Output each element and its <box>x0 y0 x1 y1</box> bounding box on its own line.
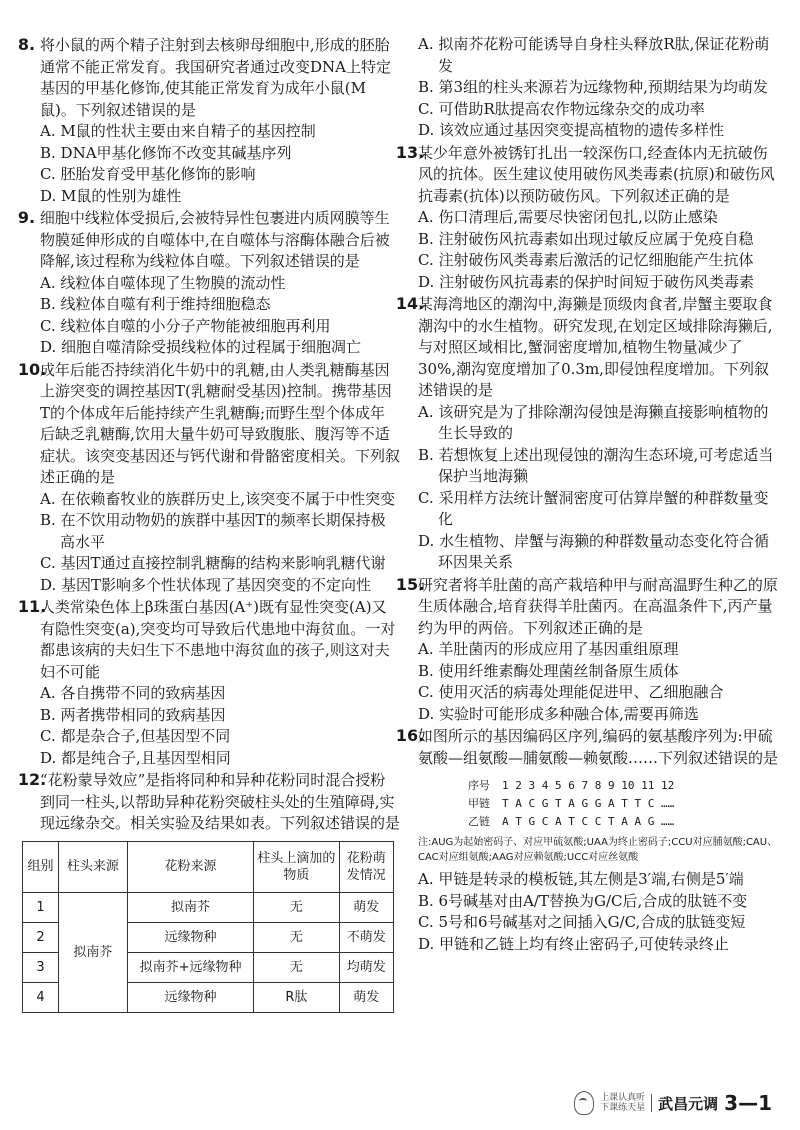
question-stem: 13.某少年意外被锈钉扎出一较深伤口,经查体内无抗破伤风的抗体。医生建议使用破伤风类毒素(抗原)和破伤风抗毒素(抗体)以预防破伤风。下列叙述正确的是 <box>395 142 775 205</box>
table-header: 柱头来源 <box>58 841 127 892</box>
footer-brand: 武昌元调 <box>658 1094 719 1113</box>
table-cell: 均萌发 <box>339 952 393 982</box>
left-column <box>17 34 401 1013</box>
option-a: A. 伤口清理后,需要尽快密闭包扎,以防止感染 <box>418 208 718 226</box>
option-d: D. 水生植物、岸蟹与海獭的种群数量动态变化符合循环因果关系 <box>418 531 770 571</box>
question-stem: 10.成年后能否持续消化牛奶中的乳糖,由人类乳糖酶基因上游突变的调控基因T(乳糖耐受基因)控制。携带基因T的个体成年后能持续产生乳糖酶;而野生型个体成年后缺乏乳糖酶,饮用大量牛奶可导致腹胀、腹泻等不适症状。该突变基因还与钙代谢和骨骼密度相关。下列叙述正确的是 <box>17 359 401 486</box>
question-10 <box>17 359 401 597</box>
option-b: B. 两者携带相同的致病基因 <box>40 705 226 724</box>
option-c: C. 5号和6号碱基对之间插入G/C,合成的肽链变短 <box>418 913 746 931</box>
option-b: B. DNA甲基化修饰不改变其碱基序列 <box>40 143 292 162</box>
table-cell: 2 <box>23 922 59 952</box>
option-a: A. 各自携带不同的致病基因 <box>40 684 226 702</box>
table-cell: 拟南芥 <box>127 892 253 922</box>
option-a: A. 在依赖畜牧业的族群历史上,该突变不属于中性突变 <box>40 489 396 508</box>
question-stem: 14.某海湾地区的潮沟中,海獭是顶级肉食者,岸蟹主要取食潮沟中的水生植物。研究发现,在划定区域排除海獭后,与对照区域相比,蟹洞密度增加,植物生物量减少了30%,潮沟宽度增加了0.3m,即侵蚀程度增加。下列叙述错误的是 <box>395 294 773 399</box>
question-number: 13. <box>395 142 425 162</box>
question-12-options <box>418 34 778 142</box>
table-cell: 无 <box>254 952 339 982</box>
option-a: A. 甲链是转录的模板链,其左侧是3′端,右侧是5′端 <box>418 870 744 888</box>
option-c: C. 注射破伤风类毒素后激活的记忆细胞能产生抗体 <box>418 251 754 269</box>
option-c: C. 胚胎发育受甲基化修饰的影响 <box>40 165 256 183</box>
table-cell: 拟南芥 <box>58 892 127 1012</box>
option-d: D. 甲链和乙链上均有终止密码子,可使转录终止 <box>418 934 729 953</box>
option-a: A. 羊肚菌丙的形成应用了基因重组原理 <box>418 640 679 658</box>
question-number: 12. <box>17 770 47 789</box>
experiment-table <box>22 841 394 1013</box>
sequence-chain-1: 甲链 T A C G T A G G A T T C …… <box>468 797 675 810</box>
table-cell: R肽 <box>254 982 339 1012</box>
option-b: B. 注射破伤风抗毒素如出现过敏反应属于免疫自稳 <box>418 229 754 248</box>
footer-slogan: 上课认真听 下课练天星 <box>600 1093 646 1113</box>
question-8 <box>17 34 400 207</box>
question-15 <box>395 574 778 726</box>
option-b: B. 若想恢复上述出现侵蚀的潮沟生态环境,可考虑适当保护当地海獭 <box>418 445 774 485</box>
question-16 <box>395 725 779 955</box>
footer-divider <box>651 1094 652 1112</box>
question-stem: 8. 将小鼠的两个精子注射到去核卵母细胞中,形成的胚胎通常不能正常发育。我国研究者通过改变DNA上特定基因的甲基化修饰,使其能正常发育为成年小鼠(M鼠)。下列叙述错误的是 <box>17 35 391 119</box>
table-header: 花粉来源 <box>127 841 253 892</box>
table-header-row <box>23 841 394 892</box>
table-row <box>23 892 394 922</box>
table-cell: 4 <box>23 982 59 1012</box>
table-cell: 无 <box>254 922 339 952</box>
option-a: A. 该研究是为了排除潮沟侵蚀是海獭直接影响植物的生长导致的 <box>418 402 769 442</box>
option-d: D. M鼠的性别为雄性 <box>40 186 182 205</box>
option-b: B. 第3组的柱头来源若为远缘物种,预期结果为均萌发 <box>418 78 768 96</box>
option-c: C. 线粒体自噬的小分子产物能被细胞再利用 <box>40 316 331 335</box>
question-stem: 16.如图所示的基因编码区序列,编码的氨基酸序列为:甲硫氨酸—组氨酸—脯氨酸—赖氨酸……下列叙述错误的是 <box>395 726 779 767</box>
table-cell: 萌发 <box>339 982 393 1012</box>
option-c: C. 使用灭活的病毒处理能促进甲、乙细胞融合 <box>418 683 724 701</box>
option-b: B. 在不饮用动物奶的族群中基因T的频率长期保持极高水平 <box>40 511 386 551</box>
page-number: 3—1 <box>724 1091 772 1115</box>
question-number: 9. <box>17 208 36 227</box>
option-d: D. 基因T影响多个性状体现了基因突变的不定向性 <box>40 575 372 594</box>
table-cell: 拟南芥+远缘物种 <box>127 952 253 982</box>
question-stem: 12.“花粉蒙导效应”是指将同种和异种花粉同时混合授粉到同一柱头,以帮助异种花粉突破柱头处的生殖障碍,实现远缘杂交。相关实验及结果如表。下列叙述错误的是 <box>17 770 401 832</box>
table-header: 花粉萌发情况 <box>339 841 393 892</box>
option-d: D. 都是纯合子,且基因型相同 <box>40 748 231 767</box>
option-c: C. 都是杂合子,但基因型不同 <box>40 727 231 745</box>
table-cell: 远缘物种 <box>127 922 253 952</box>
option-c: C. 可借助R肽提高农作物远缘杂交的成功率 <box>418 99 705 118</box>
table-header: 组别 <box>23 841 59 892</box>
option-d: D. 该效应通过基因突变提高植物的遗传多样性 <box>418 121 725 139</box>
option-d: D. 细胞自噬清除受损线粒体的过程属于细胞凋亡 <box>40 338 362 356</box>
question-number: 16. <box>395 726 425 745</box>
question-12 <box>17 769 401 1013</box>
option-a: A. 线粒体自噬体现了生物膜的流动性 <box>40 273 286 292</box>
question-number: 10. <box>17 359 47 379</box>
option-a: A. M鼠的性状主要由来自精子的基因控制 <box>40 122 316 140</box>
option-c: C. 采用样方法统计蟹洞密度可估算岸蟹的种群数量变化 <box>418 488 769 528</box>
option-d: D. 实验时可能形成多种融合体,需要再筛选 <box>418 704 699 723</box>
mascot-icon <box>574 1091 594 1115</box>
sequence-index-row: 序号 1 2 3 4 5 6 7 8 9 10 11 12 <box>468 779 675 792</box>
table-cell: 不萌发 <box>339 922 393 952</box>
question-9 <box>17 207 400 359</box>
table-cell: 远缘物种 <box>127 982 253 1012</box>
table-cell: 萌发 <box>339 892 393 922</box>
sequence-chain-2: 乙链 A T G C A T C C T A A G …… <box>468 815 675 828</box>
question-number: 11. <box>17 597 47 616</box>
option-b: B. 线粒体自噬有利于维持细胞稳态 <box>40 295 271 313</box>
right-column <box>395 34 779 955</box>
sequence-note: 注:AUG为起始密码子、对应甲硫氨酸;UAA为终止密码子;CCU对应脯氨酸;CAU、CAC对应组氨酸;AAG对应赖氨酸;UCC对应丝氨酸 <box>418 837 778 863</box>
table-cell: 1 <box>23 892 59 922</box>
question-14 <box>395 293 778 574</box>
gene-sequence-figure <box>468 777 778 831</box>
table-cell: 无 <box>254 892 339 922</box>
question-number: 8. <box>17 35 36 54</box>
question-stem: 11.人类常染色体上β珠蛋白基因(A⁺)既有显性突变(A)又有隐性突变(a),突变均可导致后代患地中海贫血。一对都患该病的夫妇生下不患地中海贫血的孩子,则这对夫妇不可能 <box>17 597 396 681</box>
table-cell: 3 <box>23 952 59 982</box>
option-a: A. 拟南芥花粉可能诱导自身柱头释放R肽,保证花粉萌发 <box>418 35 770 75</box>
option-b: B. 使用纤维素酶处理菌丝制备原生质体 <box>418 661 679 680</box>
question-number: 15. <box>395 574 425 594</box>
table-header: 柱头上滴加的物质 <box>254 841 339 892</box>
option-b: B. 6号碱基对由A/T替换为G/C后,合成的肽链不变 <box>418 891 748 910</box>
page-footer <box>574 1090 772 1116</box>
question-11 <box>17 596 400 769</box>
question-stem: 15.研究者将羊肚菌的高产栽培种甲与耐高温野生种乙的原生质体融合,培育获得羊肚菌丙。在高温条件下,丙产量约为甲的两倍。下列叙述正确的是 <box>395 574 778 637</box>
option-c: C. 基因T通过直接控制乳糖酶的结构来影响乳糖代谢 <box>40 554 386 572</box>
question-13 <box>395 142 778 294</box>
question-stem: 9. 细胞中线粒体受损后,会被特异性包裹进内质网膜等生物膜延伸形成的自噬体中,在自噬体与溶酶体融合后被降解,该过程称为线粒体自噬。下列叙述错误的是 <box>17 208 390 270</box>
option-d: D. 注射破伤风抗毒素的保护时间短于破伤风类毒素 <box>418 272 755 291</box>
question-number: 14. <box>395 294 425 313</box>
